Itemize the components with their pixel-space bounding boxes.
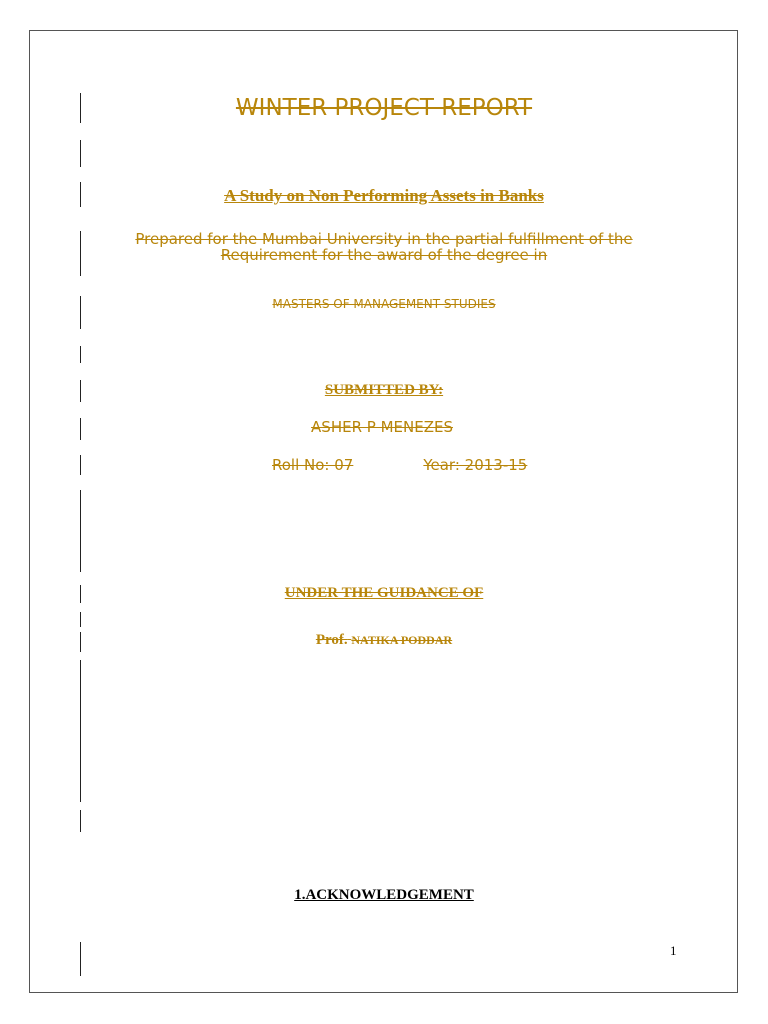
change-bar	[80, 455, 81, 475]
prof-label: Prof.	[315, 632, 348, 648]
report-subtitle: A Study on Non Performing Assets in Banks	[224, 186, 544, 205]
roll-year-line	[272, 456, 527, 474]
acknowledgement-heading: 1.ACKNOWLEDGEMENT	[294, 887, 474, 903]
change-bar	[80, 660, 81, 802]
page-border	[29, 30, 738, 993]
roll-number: Roll No: 07	[272, 456, 354, 474]
change-bar	[80, 140, 81, 167]
change-bar	[80, 810, 81, 832]
prepared-line-2: Requirement for the award of the degree in	[220, 246, 548, 264]
guide-name: NATIKA PODDAR	[351, 633, 453, 647]
student-name: ASHER P MENEZES	[311, 418, 453, 436]
change-bar	[80, 942, 81, 976]
page-number: 1	[670, 943, 677, 958]
guide-line	[0, 632, 768, 649]
change-bar	[80, 612, 81, 627]
guidance-label: UNDER THE GUIDANCE OF	[284, 585, 484, 601]
submitted-by-label: SUBMITTED BY:	[324, 382, 444, 398]
change-bar	[80, 490, 81, 572]
prepared-statement	[0, 231, 768, 263]
change-bar	[80, 346, 81, 363]
academic-year: Year: 2013-15	[423, 456, 528, 474]
report-title: WINTER PROJECT REPORT	[235, 95, 533, 121]
prepared-line-1: Prepared for the Mumbai University in the partial fulfillment of the	[135, 230, 633, 248]
degree-name: MASTERS OF MANAGEMENT STUDIES	[272, 297, 496, 311]
